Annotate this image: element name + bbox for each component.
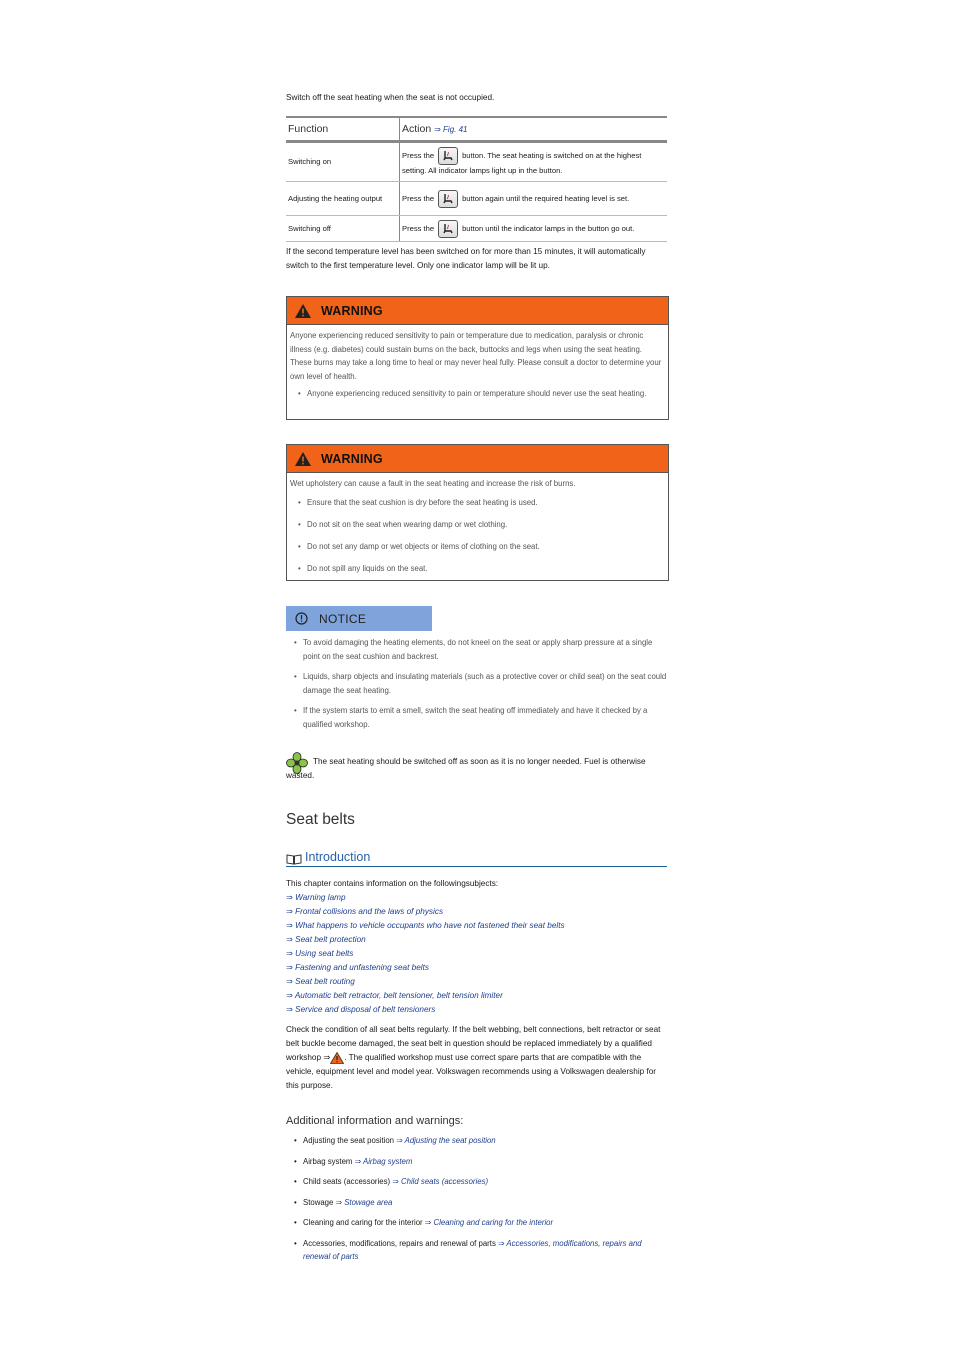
seat-heating-button-icon [438, 220, 458, 238]
notice-title: NOTICE [319, 612, 367, 626]
introduction-title: Introduction [305, 850, 371, 864]
chapter-link[interactable]: ⇒ Seat belt routing [286, 977, 355, 986]
notice-bullet: • To avoid damaging the heating elements, do not kneel on the seat or apply sharp pressure at a single point on the seat cushion and backrest. [286, 636, 667, 663]
check-paragraph: Check the condition of all seat belts regularly. If the belt webbing, belt connections, belt retractor or seat belt buckle become damaged, the seat belt in question should be replaced immediately by a qualified workshop ⇒ . The qualified workshop must use correct spare parts that are compatible with the vehicle, equipment level and model year. Volkswagen recommends using a Volkswagen dealership for this purpose. [286, 1025, 661, 1090]
list-item: • Accessories, modifications, repairs and renewal of parts ⇒ Accessories, modifications, repairs and renewal of parts [286, 1237, 667, 1264]
notice-header [286, 606, 432, 631]
warning-title: WARNING [321, 452, 383, 466]
book-icon [286, 854, 302, 865]
chapter-link[interactable]: ⇒ Fastening and unfastening seat belts [286, 963, 429, 972]
additional-link[interactable]: ⇒ Stowage area [335, 1197, 393, 1207]
warning-bullet: • Do not spill any liquids on the seat. [290, 562, 662, 575]
chapter-link[interactable]: ⇒ Seat belt protection [286, 935, 366, 944]
notice-exclamation-icon [295, 612, 308, 625]
warning-box-2 [286, 444, 669, 581]
warning-triangle-icon [294, 303, 312, 319]
table-header [286, 117, 667, 142]
warning-box-1 [286, 296, 669, 420]
additional-link[interactable]: ⇒ Airbag system [354, 1156, 413, 1166]
chapter-link[interactable]: ⇒ Automatic belt retractor, belt tensioner, belt tension limiter [286, 991, 503, 1000]
additional-heading: Additional information and warnings: [286, 1115, 464, 1127]
notice-bullet: • If the system starts to emit a smell, switch the seat heating off immediately and have it checked by a qualified workshop. [286, 704, 667, 731]
table-cell-function: Switching off [286, 216, 400, 242]
table-row [286, 142, 667, 182]
header-action: Action ⇒ Fig. 41 [400, 117, 668, 142]
chapter-link[interactable]: ⇒ Warning lamp [286, 893, 346, 902]
additional-link[interactable]: ⇒ Cleaning and caring for the interior [424, 1218, 554, 1227]
warning-bullet: • Ensure that the seat cushion is dry before the seat heating is used. [290, 496, 662, 509]
list-item: • Airbag system ⇒ Airbag system [286, 1155, 667, 1169]
table-row [286, 216, 667, 242]
additional-list [286, 1134, 667, 1264]
chapter-intro: This chapter contains information on the followingsubjects: [286, 879, 499, 888]
fig-link[interactable]: ⇒ Fig. 41 [434, 124, 468, 134]
list-item: • Adjusting the seat position ⇒ Adjusting the seat position [286, 1134, 667, 1148]
warning-body [287, 473, 668, 581]
seat-heating-button-icon [438, 190, 458, 208]
section-title: Seat belts [286, 811, 355, 828]
notice-list [286, 636, 667, 731]
warning-bullet: • Anyone experiencing reduced sensitivity to pain or temperature should never use the seat heating. [290, 387, 662, 401]
warning-bullet: • Do not set any damp or wet objects or items of clothing on the seat. [290, 540, 662, 553]
seat-heating-button-icon [438, 147, 458, 165]
table-cell-action: Press the button again until the required heating level is set. [400, 182, 668, 216]
warning-ref-icon[interactable] [330, 1052, 344, 1064]
warning-header [287, 445, 668, 473]
chapter-contents [286, 877, 667, 1093]
introduction-heading [286, 850, 667, 867]
warning-bullet: • Do not sit on the seat when wearing damp or wet clothing. [290, 518, 662, 531]
list-item: • Stowage ⇒ Stowage area [286, 1196, 667, 1210]
additional-link[interactable]: ⇒ Adjusting the seat position [396, 1136, 496, 1145]
eco-note: The seat heating should be switched off as soon as it is no longer needed. Fuel is otherwise wasted. [286, 757, 646, 780]
warning-text: Anyone experiencing reduced sensitivity to pain or temperature due to medication, paralysis or chronic illness (e.g. diabetes) could sustain burns on the back, buttocks and legs when using the seat heating. These burns may take a long time to heal or may never heal fully. Please consult a doctor to determine your own level of health. [290, 331, 662, 381]
list-item: • Child seats (accessories) ⇒ Child seats (accessories) [286, 1175, 667, 1189]
chapter-link[interactable]: ⇒ What happens to vehicle occupants who have not fastened their seat belts [286, 921, 565, 930]
chapter-link[interactable]: ⇒ Using seat belts [286, 949, 354, 958]
notice-bullet: • Liquids, sharp objects and insulating materials (such as a protective cover or child seat) on the seat could damage the seat heating. [286, 670, 667, 697]
table-cell-action: Press the button. The seat heating is switched on at the highest setting. All indicator lamps light up in the button. [400, 142, 668, 182]
additional-link[interactable]: ⇒ Child seats (accessories) [392, 1177, 489, 1186]
function-table [286, 116, 667, 242]
warning-body [287, 325, 668, 407]
chapter-link[interactable]: ⇒ Service and disposal of belt tensioners [286, 1005, 436, 1014]
warning-triangle-icon [294, 451, 312, 467]
table-cell-action: Press the button until the indicator lamps in the button go out. [400, 216, 668, 242]
chapter-link[interactable]: ⇒ Frontal collisions and the laws of physics [286, 907, 444, 916]
table-row [286, 182, 667, 216]
table-cell-function: Adjusting the heating output [286, 182, 400, 216]
warning-text: Wet upholstery can cause a fault in the seat heating and increase the risk of burns. [290, 479, 576, 488]
additional-link[interactable]: ⇒ Accessories, modifications, repairs and renewal of parts [303, 1238, 642, 1261]
list-item: • Cleaning and caring for the interior ⇒ Cleaning and caring for the interior [286, 1216, 667, 1230]
intro-text: Switch off the seat heating when the seat is not occupied. [286, 93, 495, 102]
warning-title: WARNING [321, 304, 383, 318]
header-function: Function [286, 117, 400, 142]
table-cell-function: Switching on [286, 142, 400, 182]
temperature-note: If the second temperature level has been switched on for more than 15 minutes, it will automatically switch to the first temperature level. Only one indicator lamp will be lit up. [286, 247, 646, 270]
warning-header [287, 297, 668, 325]
